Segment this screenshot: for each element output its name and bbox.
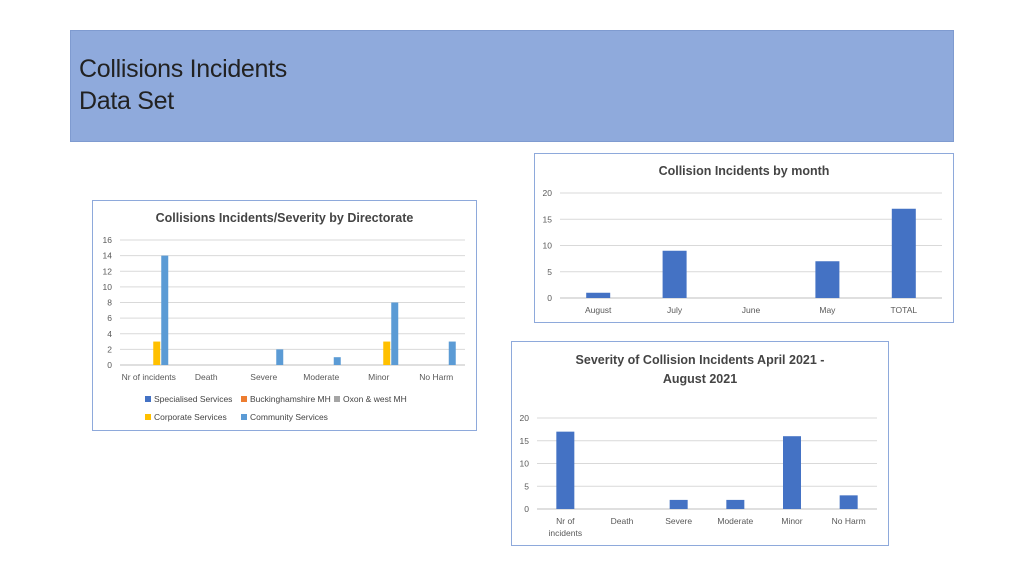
legend-label-community: Community Services xyxy=(250,412,328,422)
slide-title-line-1: Collisions Incidents xyxy=(79,55,287,83)
bar-nr-of-incidents xyxy=(556,432,574,509)
legend-item-buckinghamshire xyxy=(241,394,331,404)
directorate-y-tick-label: 14 xyxy=(102,250,112,261)
month-x-tick-label: August xyxy=(584,305,612,315)
directorate-y-tick-label: 10 xyxy=(102,281,112,292)
month-chart-panel xyxy=(534,153,954,323)
bar-community-services-minor xyxy=(391,303,398,366)
bar-total xyxy=(892,209,916,298)
month-y-tick-label: 10 xyxy=(542,240,552,251)
severity-y-tick-label: 20 xyxy=(519,413,529,423)
legend-swatch-corporate xyxy=(145,414,151,420)
month-x-tick-label: June xyxy=(741,305,761,315)
month-x-tick-label: TOTAL xyxy=(890,305,918,315)
directorate-y-tick-label: 2 xyxy=(107,344,112,355)
severity-x-tick-label: Moderate xyxy=(717,516,754,526)
slide-title-line-2: Data Set xyxy=(79,87,174,115)
month-y-tick-label: 0 xyxy=(547,293,552,303)
severity-x-tick-label: Death xyxy=(610,516,634,526)
severity-y-tick-label: 10 xyxy=(519,458,529,469)
severity-chart-panel xyxy=(511,341,889,546)
bar-minor xyxy=(783,436,801,509)
severity-x-tick-label: Severe xyxy=(665,516,693,526)
bar-no-harm xyxy=(840,495,858,509)
directorate-x-tick-label: Nr of incidents xyxy=(121,372,176,382)
directorate-y-tick-label: 16 xyxy=(102,235,112,245)
directorate-x-tick-label: Death xyxy=(194,372,218,382)
directorate-y-tick-label: 12 xyxy=(102,266,112,277)
bar-community-services-nr-of-incidents xyxy=(161,256,168,365)
legend-item-corporate xyxy=(145,412,227,422)
month-chart-title: Collision Incidents by month xyxy=(658,164,830,178)
severity-chart-title-line-1: Severity of Collision Incidents April 2021 - xyxy=(575,353,825,367)
severity-x-tick-label: Nr of xyxy=(556,516,575,526)
bar-community-services-no-harm xyxy=(449,342,456,365)
directorate-chart-title: Collisions Incidents/Severity by Directorate xyxy=(155,211,414,225)
bar-severe xyxy=(670,500,688,509)
month-x-tick-label: May xyxy=(819,305,836,315)
severity-x-tick-label: Minor xyxy=(781,516,803,526)
directorate-x-tick-label: Severe xyxy=(250,372,278,382)
month-y-tick-label: 20 xyxy=(542,188,552,198)
bar-july xyxy=(663,251,687,298)
bar-august xyxy=(586,293,610,298)
month-x-tick-label: July xyxy=(667,305,683,315)
legend-label-oxon: Oxon & west MH xyxy=(343,394,407,404)
directorate-y-tick-label: 4 xyxy=(107,328,112,339)
severity-chart-title-line-2: August 2021 xyxy=(662,372,738,386)
legend-item-specialised xyxy=(145,394,232,404)
title-band xyxy=(70,30,954,142)
legend-swatch-community xyxy=(241,414,247,420)
bar-may xyxy=(815,261,839,298)
month-y-tick-label: 15 xyxy=(542,214,552,225)
bar-community-services-severe xyxy=(276,349,283,365)
directorate-y-tick-label: 8 xyxy=(107,297,112,308)
legend-swatch-buckinghamshire xyxy=(241,396,247,402)
severity-y-tick-label: 15 xyxy=(519,435,529,446)
legend-label-corporate: Corporate Services xyxy=(154,412,227,422)
directorate-y-tick-label: 0 xyxy=(107,360,112,370)
bar-corporate-services-nr-of-incidents xyxy=(153,342,160,365)
month-chart xyxy=(535,154,953,322)
legend-label-buckinghamshire: Buckinghamshire MH xyxy=(250,394,331,404)
legend-item-community xyxy=(241,412,328,422)
legend-swatch-oxon xyxy=(334,396,340,402)
bar-corporate-services-minor xyxy=(383,342,390,365)
legend-swatch-specialised xyxy=(145,396,151,402)
slide-title xyxy=(79,53,287,117)
severity-chart xyxy=(512,342,888,545)
severity-x-tick-label: No Harm xyxy=(831,516,866,526)
bar-community-services-moderate xyxy=(334,357,341,365)
legend-item-oxon xyxy=(334,394,407,404)
severity-y-tick-label: 5 xyxy=(524,481,529,492)
month-y-tick-label: 5 xyxy=(547,266,552,277)
directorate-x-tick-label: No Harm xyxy=(419,372,454,382)
directorate-chart-panel xyxy=(92,200,477,431)
severity-x-tick-label: incidents xyxy=(548,528,583,538)
directorate-x-tick-label: Moderate xyxy=(303,372,340,382)
severity-y-tick-label: 0 xyxy=(524,504,529,514)
directorate-x-tick-label: Minor xyxy=(368,372,390,382)
legend-label-specialised: Specialised Services xyxy=(154,394,233,404)
bar-moderate xyxy=(726,500,744,509)
directorate-y-tick-label: 6 xyxy=(107,313,112,324)
